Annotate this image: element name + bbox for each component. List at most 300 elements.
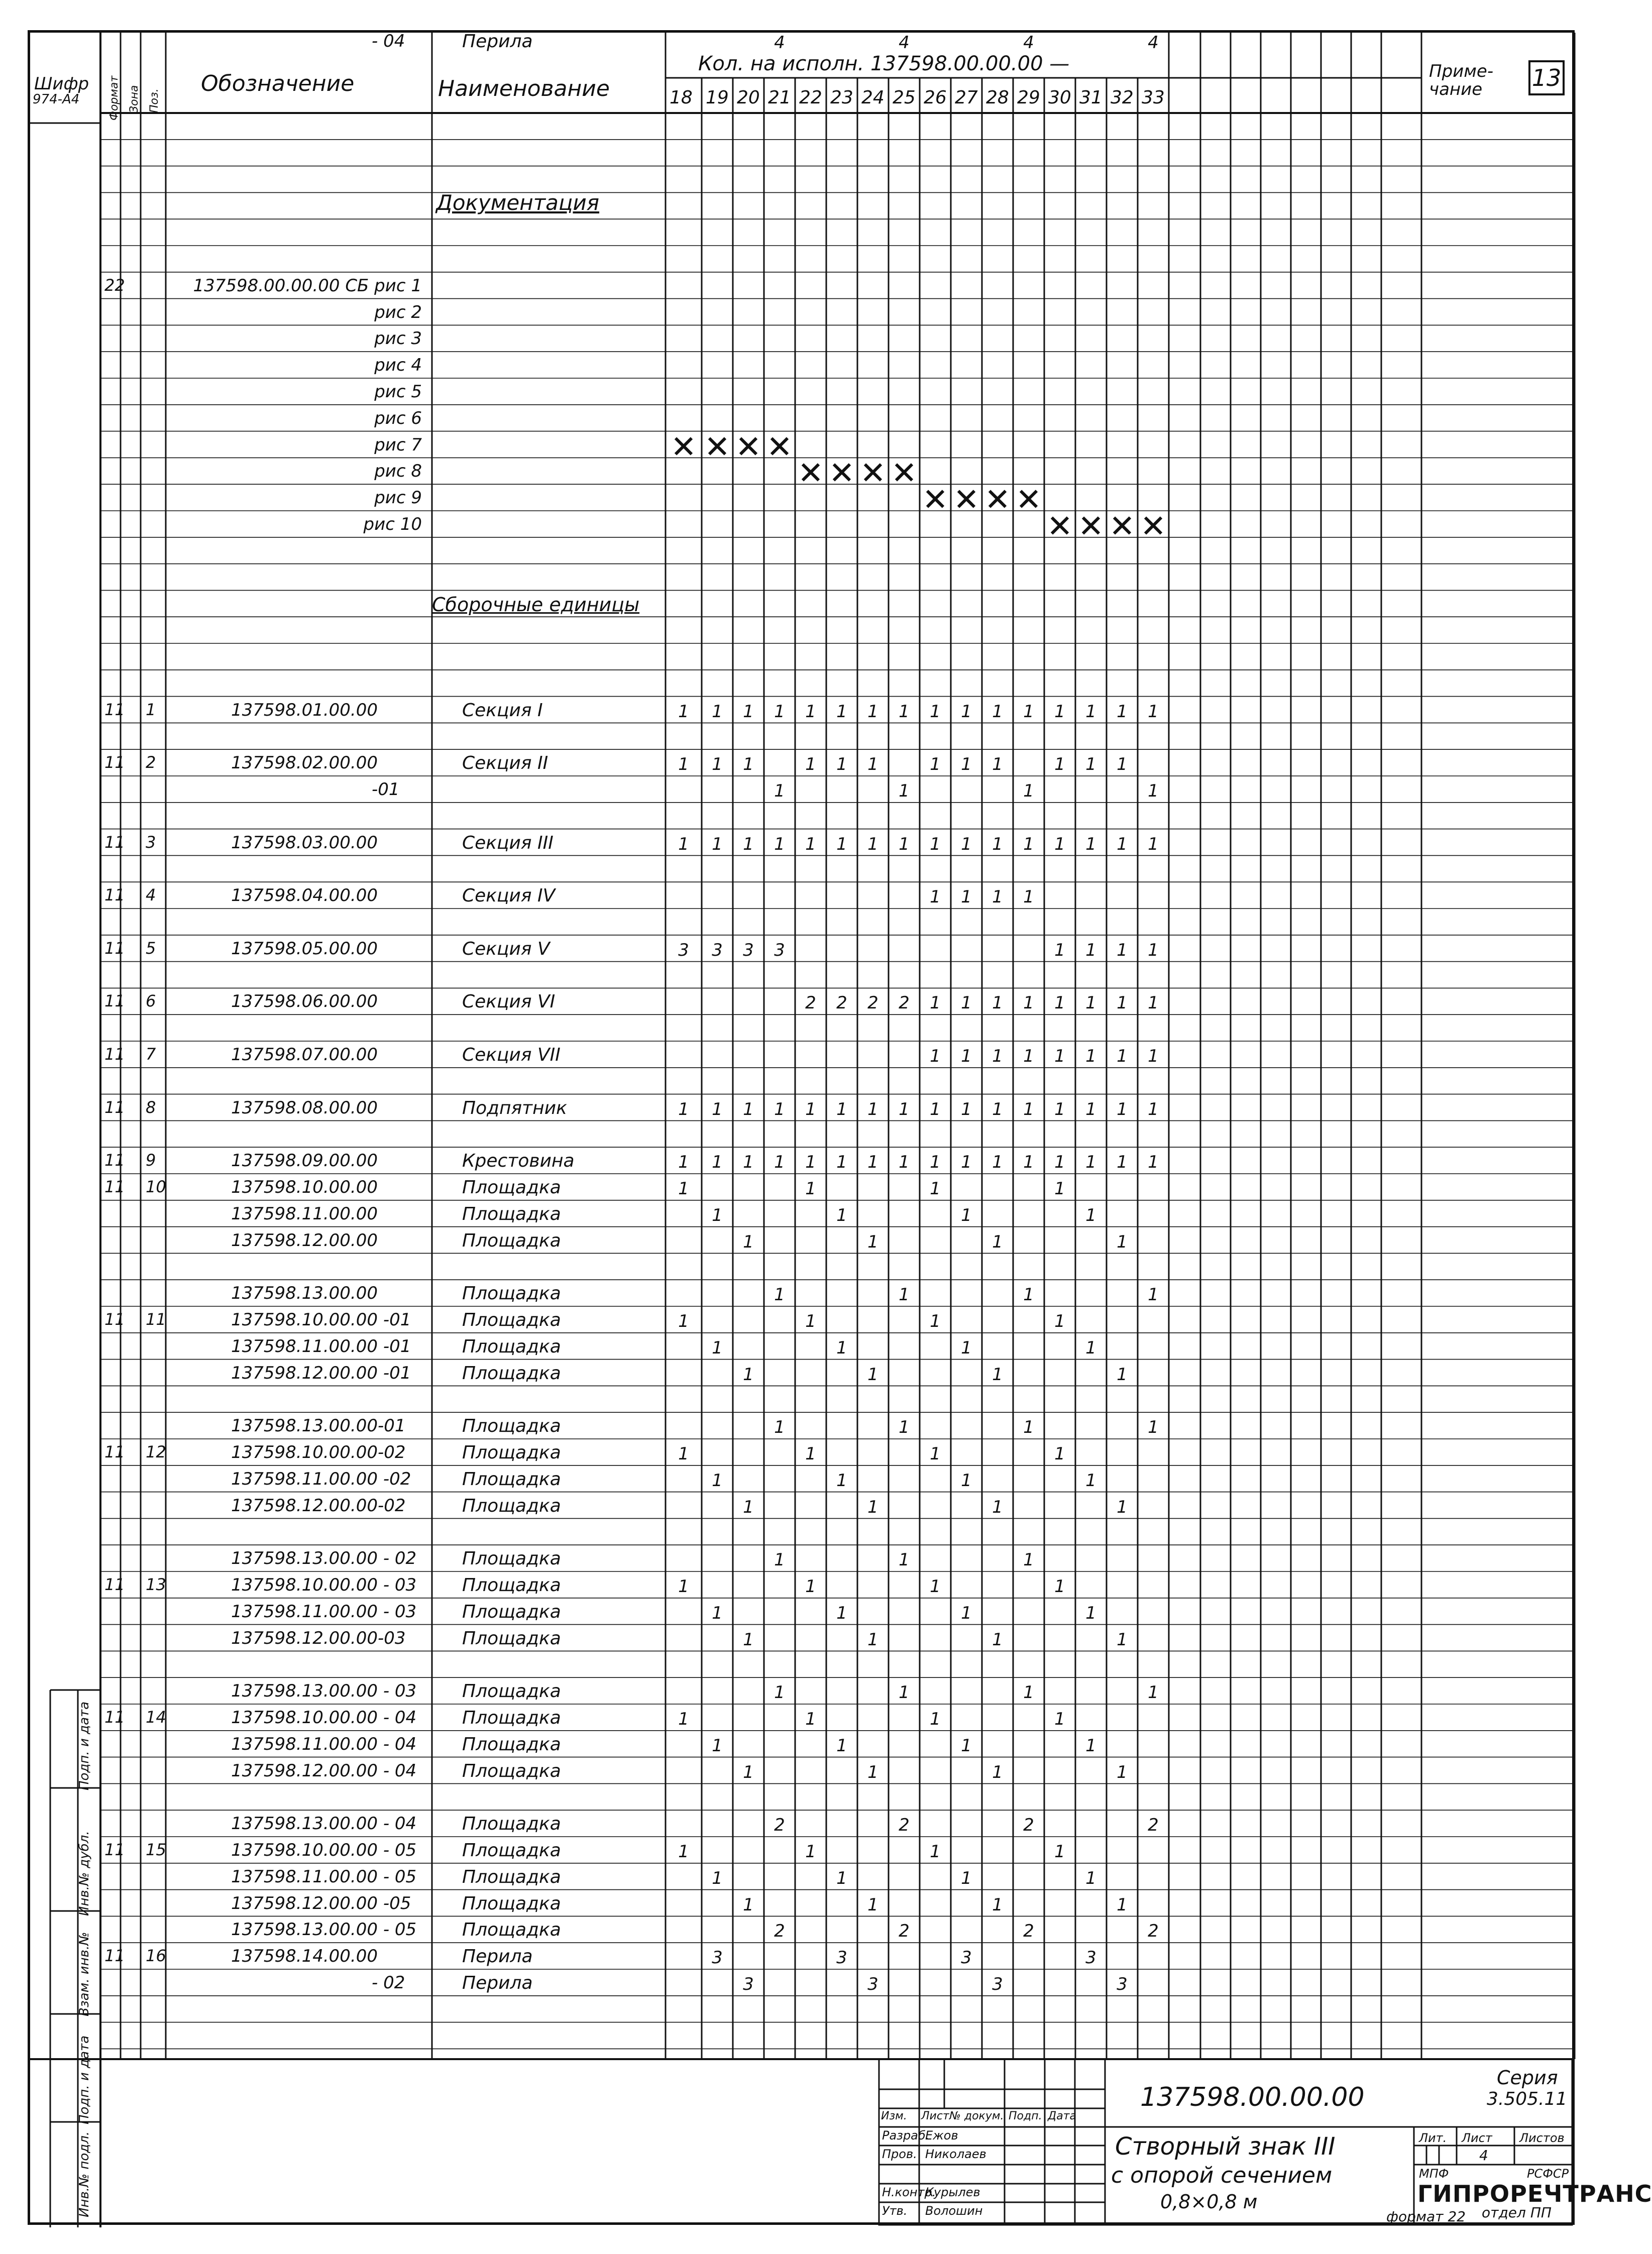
quantity-cell: 1 [1117, 993, 1128, 1013]
row-position: 16 [146, 1946, 166, 1966]
quantity-cell: 1 [1085, 754, 1096, 775]
quantity-cell: 1 [1117, 1364, 1128, 1385]
quantity-cell: 1 [678, 1179, 689, 1199]
quantity-cell: 1 [930, 1444, 941, 1464]
quantity-cell: 1 [899, 1682, 910, 1703]
shifr-label: Шифр [34, 74, 89, 94]
quantity-cell: 1 [805, 1842, 816, 1862]
quantity-cell: 1 [1085, 1099, 1096, 1119]
quantity-cell: 1 [1085, 1868, 1096, 1888]
row-format: 11 [104, 991, 125, 1011]
quantity-cell: 1 [1085, 834, 1096, 854]
stamp-role: Н.контр. [882, 2185, 936, 2199]
quantity-cell: 1 [1148, 993, 1159, 1013]
quantity-cell: 1 [930, 1311, 941, 1331]
row-name: Перила [462, 1946, 533, 1967]
row-name: Площадка [462, 1628, 561, 1649]
row-format: 11 [104, 1708, 125, 1727]
format-note: формат 22 [1386, 2208, 1466, 2225]
quantity-cell: 1 [743, 1762, 754, 1782]
row-designation: 137598.01.00.00 [231, 700, 378, 720]
row-designation: 137598.11.00.00 - 03 [231, 1601, 417, 1622]
quantity-cell: 1 [712, 1152, 723, 1173]
quantity-cell: 1 [867, 754, 878, 775]
quantity-cell: 1 [1148, 1285, 1159, 1305]
row-designation: 137598.11.00.00 [231, 1203, 378, 1224]
quantity-cell: 1 [712, 1337, 723, 1358]
quantity-cell: 1 [1023, 1046, 1034, 1066]
quantity-cell: 1 [992, 1231, 1003, 1252]
doc-format: 22 [104, 275, 125, 295]
quantity-cell: 1 [1085, 1046, 1096, 1066]
quantity-cell: 1 [774, 1285, 785, 1305]
quantity-cell: 1 [805, 834, 816, 854]
quantity-cell: 1 [992, 1046, 1003, 1066]
org-right: РСФСР [1527, 2167, 1569, 2181]
row-designation: 137598.10.00.00-02 [231, 1442, 406, 1462]
row-position: 12 [146, 1442, 166, 1461]
row-designation: 137598.14.00.00 [231, 1946, 378, 1967]
stamp-person: Курылев [925, 2185, 980, 2199]
row-name: Площадка [462, 1681, 561, 1702]
quantity-cell: 1 [867, 1629, 878, 1650]
quantity-cell: 3 [678, 940, 689, 960]
quantity-cell: 1 [992, 887, 1003, 908]
quantity-cell: 1 [867, 1762, 878, 1782]
quantity-cell: 1 [930, 754, 941, 775]
row-position: 13 [146, 1575, 166, 1594]
column-head-24: 24 [861, 87, 885, 108]
quantity-cell: 1 [712, 834, 723, 854]
row-name: Секция IV [462, 885, 556, 907]
doc-designation: рис 2 [374, 302, 422, 322]
stamp-column-head: № докум. [949, 2110, 1004, 2122]
quantity-cell: 1 [774, 834, 785, 854]
doc-designation: рис 4 [374, 355, 422, 376]
quantity-cell: 1 [992, 1497, 1003, 1517]
quantity-cell: 1 [1054, 1179, 1065, 1199]
quantity-cell: 1 [805, 1311, 816, 1331]
quantity-cell: 1 [836, 1868, 847, 1888]
quantity-cell: 1 [961, 1099, 972, 1119]
row-designation: 137598.13.00.00-01 [231, 1416, 406, 1436]
quantity-cell: 1 [992, 1629, 1003, 1650]
row-position: 3 [146, 832, 156, 852]
row-designation: 137598.10.00.00 -01 [231, 1310, 411, 1330]
stamp-person: Николаев [925, 2147, 986, 2161]
quantity-cell: 1 [961, 754, 972, 775]
quantity-cell: 1 [712, 1205, 723, 1225]
column-head-28: 28 [986, 87, 1009, 108]
doc-designation: рис 5 [374, 382, 422, 402]
quantity-cell: 1 [1023, 1682, 1034, 1703]
quantity-cell: 3 [774, 940, 785, 960]
quantity-cell: 1 [743, 1629, 754, 1650]
quantity-cell: 1 [1117, 1894, 1128, 1915]
row-format: 11 [104, 1946, 125, 1966]
applicability-mark: ✕ [1047, 508, 1073, 544]
quantity-cell: 1 [1148, 701, 1159, 722]
row-name: Площадка [462, 1734, 561, 1755]
quantity-cell: 1 [1054, 1842, 1065, 1862]
quantity-cell: 1 [743, 1894, 754, 1915]
row-name: Площадка [462, 1230, 561, 1251]
quantity-cell: 1 [1054, 1576, 1065, 1597]
quantity-cell: 1 [774, 1099, 785, 1119]
quantity-cell: 4 [899, 33, 910, 53]
quantity-cell: 1 [1085, 1735, 1096, 1756]
row-position: 6 [146, 991, 156, 1011]
row-name: Площадка [462, 1548, 561, 1569]
quantity-cell: 1 [992, 701, 1003, 722]
applicability-mark: ✕ [798, 455, 824, 492]
quantity-cell: 1 [1054, 1444, 1065, 1464]
quantity-cell: 1 [1117, 754, 1128, 775]
quantity-cell: 1 [1023, 701, 1034, 722]
designation-header: Обозначение [201, 71, 355, 96]
applicability-mark: ✕ [891, 455, 917, 492]
quantity-cell: 1 [1117, 1762, 1128, 1782]
quantity-cell: 1 [867, 1894, 878, 1915]
row-designation: 137598.13.00.00 - 03 [231, 1681, 417, 1702]
row-format: 11 [104, 938, 125, 958]
quantity-cell: 2 [805, 993, 816, 1013]
row-name: Площадка [462, 1920, 561, 1941]
quantity-cell: 1 [774, 781, 785, 801]
applicability-mark: ✕ [922, 481, 948, 518]
quantity-cell: 1 [712, 1735, 723, 1756]
quantity-cell: 1 [678, 701, 689, 722]
title-line-3: 0,8×0,8 м [1160, 2191, 1258, 2213]
quantity-cell: 1 [836, 1337, 847, 1358]
sheets-label: Листов [1519, 2131, 1565, 2145]
row-format: 11 [104, 1442, 125, 1461]
quantity-cell: 1 [961, 1046, 972, 1066]
quantity-cell: 2 [1023, 1815, 1034, 1836]
quantity-cell: 1 [1054, 1709, 1065, 1729]
quantity-cell: 1 [1085, 1470, 1096, 1491]
quantity-cell: 1 [930, 1046, 941, 1066]
quantity-cell: 1 [678, 1444, 689, 1464]
doc-designation: рис 9 [374, 488, 422, 508]
side-label: Подп. и дата [77, 2035, 92, 2124]
column-head-29: 29 [1017, 87, 1040, 108]
applicability-mark: ✕ [1078, 508, 1104, 544]
quantity-cell: 1 [678, 834, 689, 854]
row-designation: 137598.02.00.00 [231, 753, 378, 773]
sheet-label: Лист [1462, 2131, 1492, 2145]
row-format: 11 [104, 1151, 125, 1170]
stamp-role: Пров. [882, 2147, 917, 2161]
series-value: 3.505.11 [1487, 2089, 1568, 2109]
quantity-cell: 1 [899, 834, 910, 854]
quantity-cell: 1 [930, 834, 941, 854]
quantity-cell: 1 [867, 1364, 878, 1385]
quantity-cell: 1 [805, 1709, 816, 1729]
quantity-cell: 1 [1085, 1152, 1096, 1173]
quantity-cell: 1 [1117, 1099, 1128, 1119]
quantity-cell: 1 [899, 1285, 910, 1305]
quantity-cell: 1 [1117, 940, 1128, 960]
title-line-2: с опорой сечением [1111, 2163, 1333, 2188]
quantity-cell: 1 [1023, 1285, 1034, 1305]
quantity-cell: 1 [1085, 701, 1096, 722]
row-designation: - 02 [372, 1973, 405, 1993]
quantity-cell: 1 [992, 1762, 1003, 1782]
row-format: 11 [104, 1840, 125, 1859]
quantity-cell: 3 [712, 1948, 723, 1968]
quantity-cell: 1 [899, 701, 910, 722]
row-name: Площадка [462, 1708, 561, 1728]
column-head-27: 27 [955, 87, 978, 108]
quantity-cell: 2 [899, 1815, 910, 1836]
stamp-column-head: Лист [921, 2110, 949, 2122]
quantity-cell: 1 [961, 993, 972, 1013]
quantity-cell: 1 [867, 834, 878, 854]
quantity-cell: 1 [930, 1709, 941, 1729]
quantity-cell: 1 [961, 1735, 972, 1756]
row-format: 11 [104, 1045, 125, 1064]
row-name: Площадка [462, 1336, 561, 1357]
quantity-cell: 1 [1023, 887, 1034, 908]
quantity-cell: 1 [961, 1205, 972, 1225]
quantity-cell: 4 [1023, 33, 1034, 53]
row-name: Площадка [462, 1310, 561, 1330]
quantity-cell: 1 [712, 1099, 723, 1119]
quantity-cell: 1 [743, 1231, 754, 1252]
applicability-mark: ✕ [704, 428, 730, 465]
quantity-cell: 1 [712, 1868, 723, 1888]
department: отдел ПП [1482, 2204, 1552, 2221]
quantity-cell: 1 [1054, 754, 1065, 775]
column-head-18: 18 [670, 87, 693, 108]
row-position: 7 [146, 1045, 156, 1064]
quantity-cell: 1 [678, 754, 689, 775]
row-name: Секция VI [462, 991, 556, 1012]
row-name: Площадка [462, 1601, 561, 1622]
applicability-mark: ✕ [671, 428, 697, 465]
applicability-mark: ✕ [1140, 508, 1166, 544]
quantity-cell: 3 [961, 1948, 972, 1968]
row-designation: 137598.13.00.00 [231, 1283, 378, 1304]
quantity-cell: 1 [836, 834, 847, 854]
lit-label: Лит. [1419, 2131, 1447, 2145]
quantity-cell: 2 [1148, 1815, 1159, 1836]
quantity-cell: 1 [867, 1099, 878, 1119]
quantity-cell: 1 [712, 1603, 723, 1623]
quantity-cell: 1 [867, 1497, 878, 1517]
poz-header: Поз. [148, 88, 161, 113]
quantity-cell: 1 [930, 1179, 941, 1199]
quantity-cell: 1 [1148, 1682, 1159, 1703]
quantity-cell: 1 [1054, 1099, 1065, 1119]
row-position: 10 [146, 1177, 166, 1196]
row-name: Площадка [462, 1203, 561, 1224]
quantity-cell: 1 [1023, 1152, 1034, 1173]
quantity-cell: 1 [805, 1179, 816, 1199]
row-designation: -01 [372, 779, 400, 800]
column-head-25: 25 [893, 87, 916, 108]
stamp-designation: 137598.00.00.00 [1140, 2082, 1365, 2112]
row-name: Подпятник [462, 1097, 567, 1118]
org-name: ГИПРОРЕЧТРАНС [1417, 2180, 1652, 2207]
quantity-cell: 1 [678, 1152, 689, 1173]
quantity-cell: 1 [867, 701, 878, 722]
quantity-cell: 1 [961, 834, 972, 854]
row-name: Площадка [462, 1283, 561, 1304]
quantity-cell: 1 [1054, 940, 1065, 960]
stamp-role: Утв. [882, 2204, 908, 2218]
row-position: 15 [146, 1840, 166, 1859]
column-head-22: 22 [799, 87, 822, 108]
quantity-cell: 1 [1148, 1046, 1159, 1066]
quantity-cell: 1 [1148, 781, 1159, 801]
stamp-person: Ежов [925, 2128, 958, 2143]
quantity-cell: 1 [743, 1099, 754, 1119]
doc-designation: рис 3 [374, 328, 422, 349]
quantity-header: Кол. на исполн. 137598.00.00.00 — [698, 52, 1070, 75]
org-top: МПФ [1419, 2167, 1449, 2181]
row-designation: 137598.08.00.00 [231, 1097, 378, 1118]
quantity-cell: 3 [743, 940, 754, 960]
quantity-cell: 1 [712, 1470, 723, 1491]
row-designation: 137598.13.00.00 - 02 [231, 1548, 417, 1569]
quantity-cell: 1 [1148, 940, 1159, 960]
quantity-cell: 1 [678, 1842, 689, 1862]
quantity-cell: 1 [1085, 1337, 1096, 1358]
row-format: 11 [104, 753, 125, 772]
quantity-cell: 1 [774, 1550, 785, 1570]
quantity-cell: 3 [867, 1974, 878, 1994]
stamp-column-head: Изм. [881, 2110, 907, 2122]
shifr-value: 974-А4 [33, 92, 80, 107]
row-designation: 137598.10.00.00 - 03 [231, 1575, 417, 1595]
quantity-cell: 1 [1054, 1311, 1065, 1331]
row-name: Перила [462, 1973, 533, 1993]
row-name: Площадка [462, 1814, 561, 1835]
column-head-32: 32 [1111, 87, 1134, 108]
row-name: Площадка [462, 1575, 561, 1596]
row-name: Секция II [462, 753, 548, 774]
quantity-cell: 1 [1085, 1205, 1096, 1225]
stamp-column-head: Подп. [1009, 2110, 1042, 2122]
row-format: 11 [104, 832, 125, 852]
quantity-cell: 2 [774, 1815, 785, 1836]
quantity-cell: 1 [930, 887, 941, 908]
row-designation: 137598.12.00.00-02 [231, 1495, 406, 1516]
column-head-21: 21 [768, 87, 791, 108]
quantity-cell: 1 [961, 1603, 972, 1623]
title-line-1: Створный знак III [1115, 2132, 1336, 2161]
quantity-cell: 1 [1117, 701, 1128, 722]
quantity-cell: 1 [1148, 834, 1159, 854]
applicability-mark: ✕ [829, 455, 855, 492]
quantity-cell: 1 [1117, 1629, 1128, 1650]
row-position: 8 [146, 1097, 156, 1117]
quantity-cell: 1 [805, 701, 816, 722]
row-designation: 137598.06.00.00 [231, 991, 378, 1012]
quantity-cell: 1 [1054, 834, 1065, 854]
row-designation: 137598.11.00.00 -01 [231, 1336, 411, 1357]
quantity-cell: 1 [743, 1497, 754, 1517]
row-name: Площадка [462, 1495, 561, 1516]
row-designation: 137598.12.00.00 - 04 [231, 1760, 417, 1781]
quantity-cell: 1 [836, 701, 847, 722]
row-designation: 137598.05.00.00 [231, 938, 378, 959]
quantity-cell: 1 [836, 1152, 847, 1173]
row-designation: 137598.13.00.00 - 05 [231, 1920, 417, 1940]
quantity-cell: 1 [992, 1364, 1003, 1385]
row-position: 5 [146, 938, 156, 958]
quantity-cell: 1 [1117, 834, 1128, 854]
row-designation: 137598.13.00.00 - 04 [231, 1814, 417, 1834]
row-name: Площадка [462, 1442, 561, 1463]
quantity-cell: 1 [961, 1868, 972, 1888]
quantity-cell: 1 [1148, 1152, 1159, 1173]
quantity-cell: 1 [930, 993, 941, 1013]
quantity-cell: 1 [1054, 1046, 1065, 1066]
quantity-cell: 3 [712, 940, 723, 960]
row-position: 4 [146, 885, 156, 905]
quantity-cell: 1 [678, 1311, 689, 1331]
quantity-cell: 1 [930, 1576, 941, 1597]
quantity-cell: 1 [774, 701, 785, 722]
quantity-cell: 1 [805, 1152, 816, 1173]
row-name: Площадка [462, 1866, 561, 1887]
quantity-cell: 1 [1023, 834, 1034, 854]
row-format: 11 [104, 885, 125, 905]
quantity-cell: 1 [1117, 1497, 1128, 1517]
quantity-cell: 1 [743, 1364, 754, 1385]
quantity-cell: 1 [930, 1152, 941, 1173]
column-head-31: 31 [1079, 87, 1103, 108]
column-head-19: 19 [706, 87, 729, 108]
row-name: Секция VII [462, 1045, 561, 1065]
quantity-cell: 1 [774, 1417, 785, 1438]
column-head-26: 26 [924, 87, 947, 108]
doc-designation: рис 10 [363, 514, 422, 534]
quantity-cell: 1 [836, 1603, 847, 1623]
quantity-cell: 1 [774, 1152, 785, 1173]
row-position: 14 [146, 1708, 166, 1727]
row-position: 1 [146, 700, 156, 719]
quantity-cell: 1 [992, 834, 1003, 854]
quantity-cell: 1 [992, 993, 1003, 1013]
row-name: Площадка [462, 1177, 561, 1198]
row-name: Площадка [462, 1760, 561, 1781]
row-position: 9 [146, 1151, 156, 1170]
row-format: 11 [104, 1310, 125, 1329]
drawing-sheet [28, 30, 1652, 2225]
quantity-cell: 1 [805, 1444, 816, 1464]
side-label: Подп. и дата [77, 1701, 92, 1790]
series-label: Серия [1497, 2067, 1558, 2089]
row-designation: 137598.04.00.00 [231, 885, 378, 906]
doc-designation: рис 7 [374, 434, 422, 455]
row-designation: 137598.10.00.00 - 05 [231, 1840, 417, 1860]
quantity-cell: 1 [1023, 1550, 1034, 1570]
format-header: Формат [108, 75, 121, 121]
quantity-cell: 1 [992, 1099, 1003, 1119]
quantity-cell: 1 [930, 701, 941, 722]
stamp-column-head: Дата [1048, 2110, 1076, 2122]
quantity-cell: 2 [1023, 1921, 1034, 1942]
quantity-cell: 1 [1023, 781, 1034, 801]
row-name: Площадка [462, 1893, 561, 1914]
quantity-cell: 1 [930, 1099, 941, 1119]
quantity-cell: 1 [678, 1709, 689, 1729]
row-designation: 137598.10.00.00 [231, 1177, 378, 1197]
